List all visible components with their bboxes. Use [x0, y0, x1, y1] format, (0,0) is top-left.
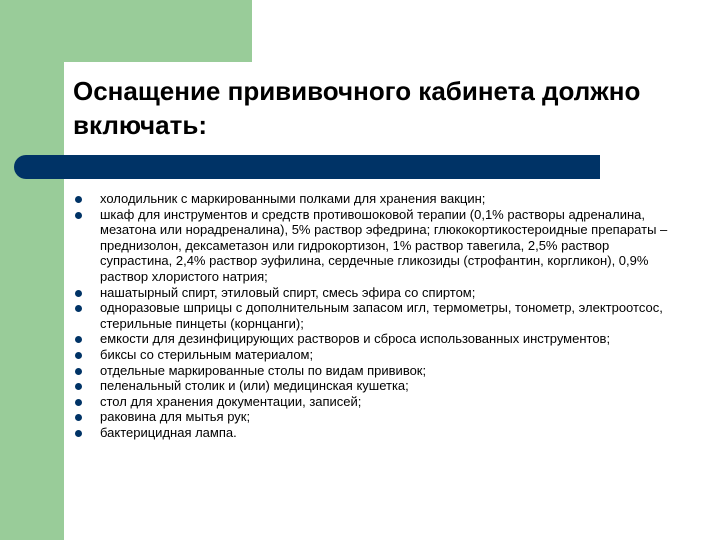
list-item [75, 363, 675, 379]
bullet-icon [75, 305, 82, 312]
bullet-icon [75, 336, 82, 343]
equipment-list [75, 191, 675, 441]
list-item [75, 425, 675, 441]
bullet-icon [75, 352, 82, 359]
list-item-text: нашатырный спирт, этиловый спирт, смесь эфира со спиртом; [100, 284, 476, 300]
list-item-text: раковина для мытья рук; [100, 409, 251, 425]
slide-title: Оснащение прививочного кабинета должно включать: [73, 76, 641, 140]
list-item-text: емкости для дезинфицирующих растворов и сброса использованных инструментов; [100, 331, 611, 347]
list-item-text: бактерицидная лампа. [100, 424, 237, 440]
bullet-icon [75, 196, 82, 203]
list-item [75, 394, 675, 410]
bullet-icon [75, 212, 82, 219]
list-item [75, 378, 675, 394]
list-item [75, 207, 675, 285]
bullet-icon [75, 368, 82, 375]
list-item [75, 191, 675, 207]
list-item-text: холодильник с маркированными полками для хранения вакцин; [100, 191, 486, 206]
list-item-text: одноразовые шприцы с дополнительным запасом игл, термометры, тонометр, электроотсос, стерильные пинцеты (корнцанги); [100, 300, 663, 331]
bullet-icon [75, 399, 82, 406]
title-divider-bar [14, 155, 600, 179]
bullet-icon [75, 290, 82, 297]
list-item-text: шкаф для инструментов и средств противошоковой терапии (0,1% растворы адреналина, мезатона или норадреналина), 5% раствор эфедрина; глюкокортикостероидные препараты – преднизолон, дексаметазон или гидрокортизон, 1% раствор тавегила, 2,5% раствор супрастина, 2,4% раствор эуфилина, сердечные гликозиды (строфантин, коргликон), 0,9% раствор хлористого натрия; [100, 206, 668, 284]
decorative-green-block [0, 0, 252, 62]
list-item-text: стол для хранения документации, записей; [100, 393, 362, 409]
list-item [75, 347, 675, 363]
list-item [75, 300, 675, 331]
decorative-green-strip [0, 62, 64, 540]
bullet-icon [75, 414, 82, 421]
list-item-text: биксы со стерильным материалом; [100, 346, 314, 362]
list-item-text: пеленальный столик и (или) медицинская кушетка; [100, 378, 409, 394]
list-item-text: отдельные маркированные столы по видам прививок; [100, 362, 427, 378]
list-item [75, 285, 675, 301]
list-item [75, 409, 675, 425]
list-item [75, 331, 675, 347]
bullet-icon [75, 430, 82, 437]
bullet-icon [75, 383, 82, 390]
